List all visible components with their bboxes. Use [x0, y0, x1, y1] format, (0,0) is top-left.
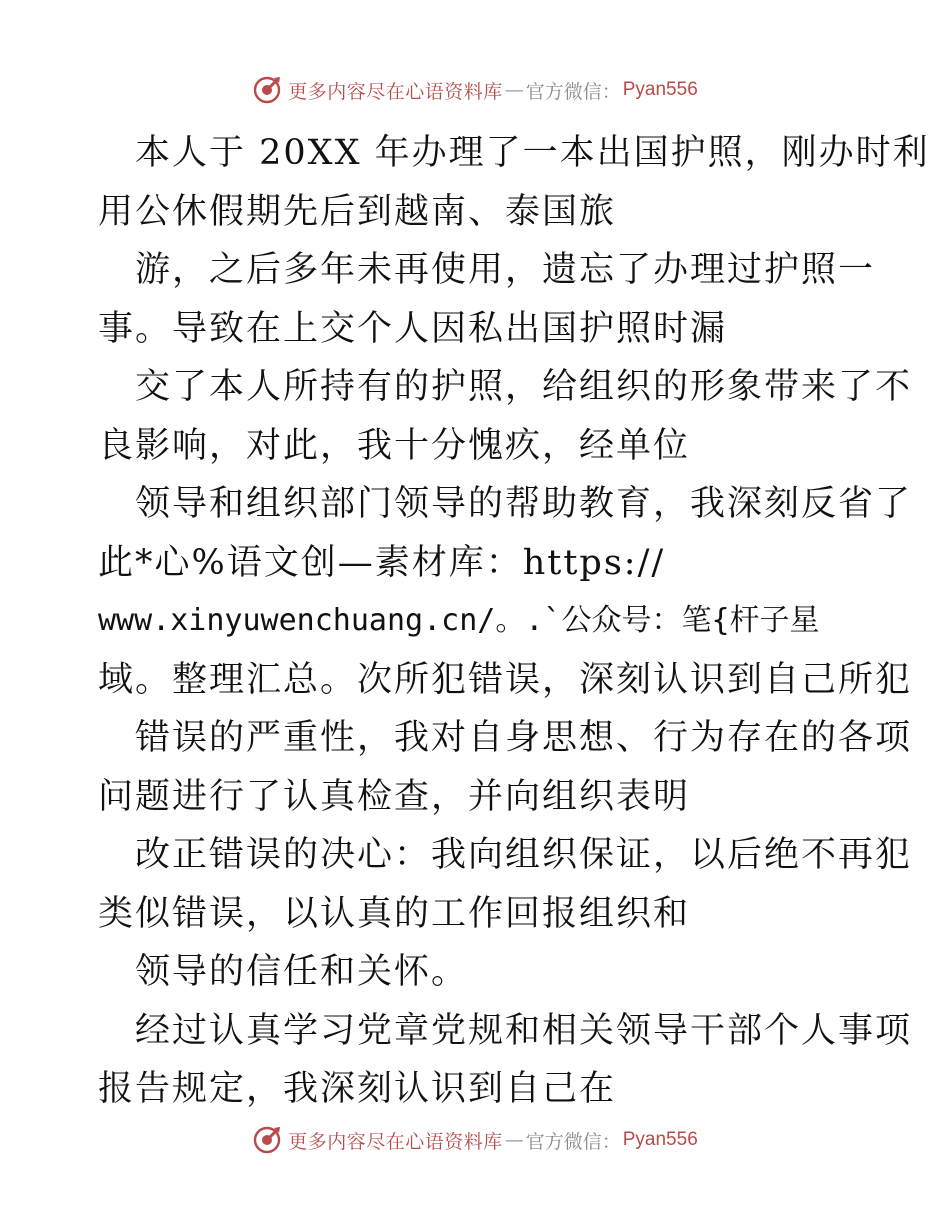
text-line: 改正错误的决心：我向组织保证，以后绝不再犯	[135, 835, 913, 875]
text-line: 交了本人所持有的护照，给组织的形象带来了不	[135, 367, 913, 407]
text-line: 用公休假期先后到越南、泰国旅	[98, 191, 617, 232]
banner-brand-text: 更多内容尽在心语资料库	[288, 1130, 503, 1153]
text-line: 域。整理汇总。次所犯错误，深刻认识到自己所犯	[98, 659, 913, 700]
text-line: 领导的信任和关怀。	[135, 952, 469, 992]
text-line: 类似错误，以认真的工作回报组织和	[98, 893, 691, 934]
footer-banner	[0, 1120, 950, 1160]
header-banner	[0, 70, 950, 110]
text-line: 报告规定，我深刻认识到自己在	[98, 1069, 617, 1109]
text-line: 此*心%语文创—素材库：https://	[98, 542, 666, 583]
banner-wechat-label: 官方微信：	[525, 1130, 621, 1153]
banner-separator: —	[504, 79, 524, 101]
text-line: 领导和组织部门领导的帮助教育，我深刻反省了	[135, 484, 913, 524]
text-line: 经过认真学习党章党规和相关领导干部个人事项	[135, 1010, 913, 1051]
pen-nib-circle-icon	[252, 75, 282, 105]
document-body	[98, 124, 930, 1119]
banner-wechat-label: 官方微信：	[525, 80, 621, 103]
banner-brand-text: 更多内容尽在心语资料库	[288, 80, 503, 103]
text-line: 良影响，对此，我十分愧疚，经单位	[98, 425, 691, 466]
pen-nib-circle-icon	[252, 1125, 282, 1155]
text-line: www.xinyuwenchuang.cn/。.`公众号：笔{杆子星	[98, 603, 820, 638]
text-line: 本人于 20XX 年办理了一本出国护照，刚办时利	[135, 133, 930, 173]
text-line: 错误的严重性，我对自身思想、行为存在的各项	[135, 718, 913, 758]
banner-wechat-id: Pyan556	[622, 79, 698, 100]
text-line: 问题进行了认真检查，并向组织表明	[98, 776, 691, 817]
text-line: 游，之后多年未再使用，遗忘了办理过护照一	[135, 250, 876, 290]
banner-wechat-id: Pyan556	[622, 1129, 698, 1150]
banner-separator: —	[504, 1129, 524, 1151]
text-line: 事。导致在上交个人因私出国护照时漏	[98, 308, 728, 349]
